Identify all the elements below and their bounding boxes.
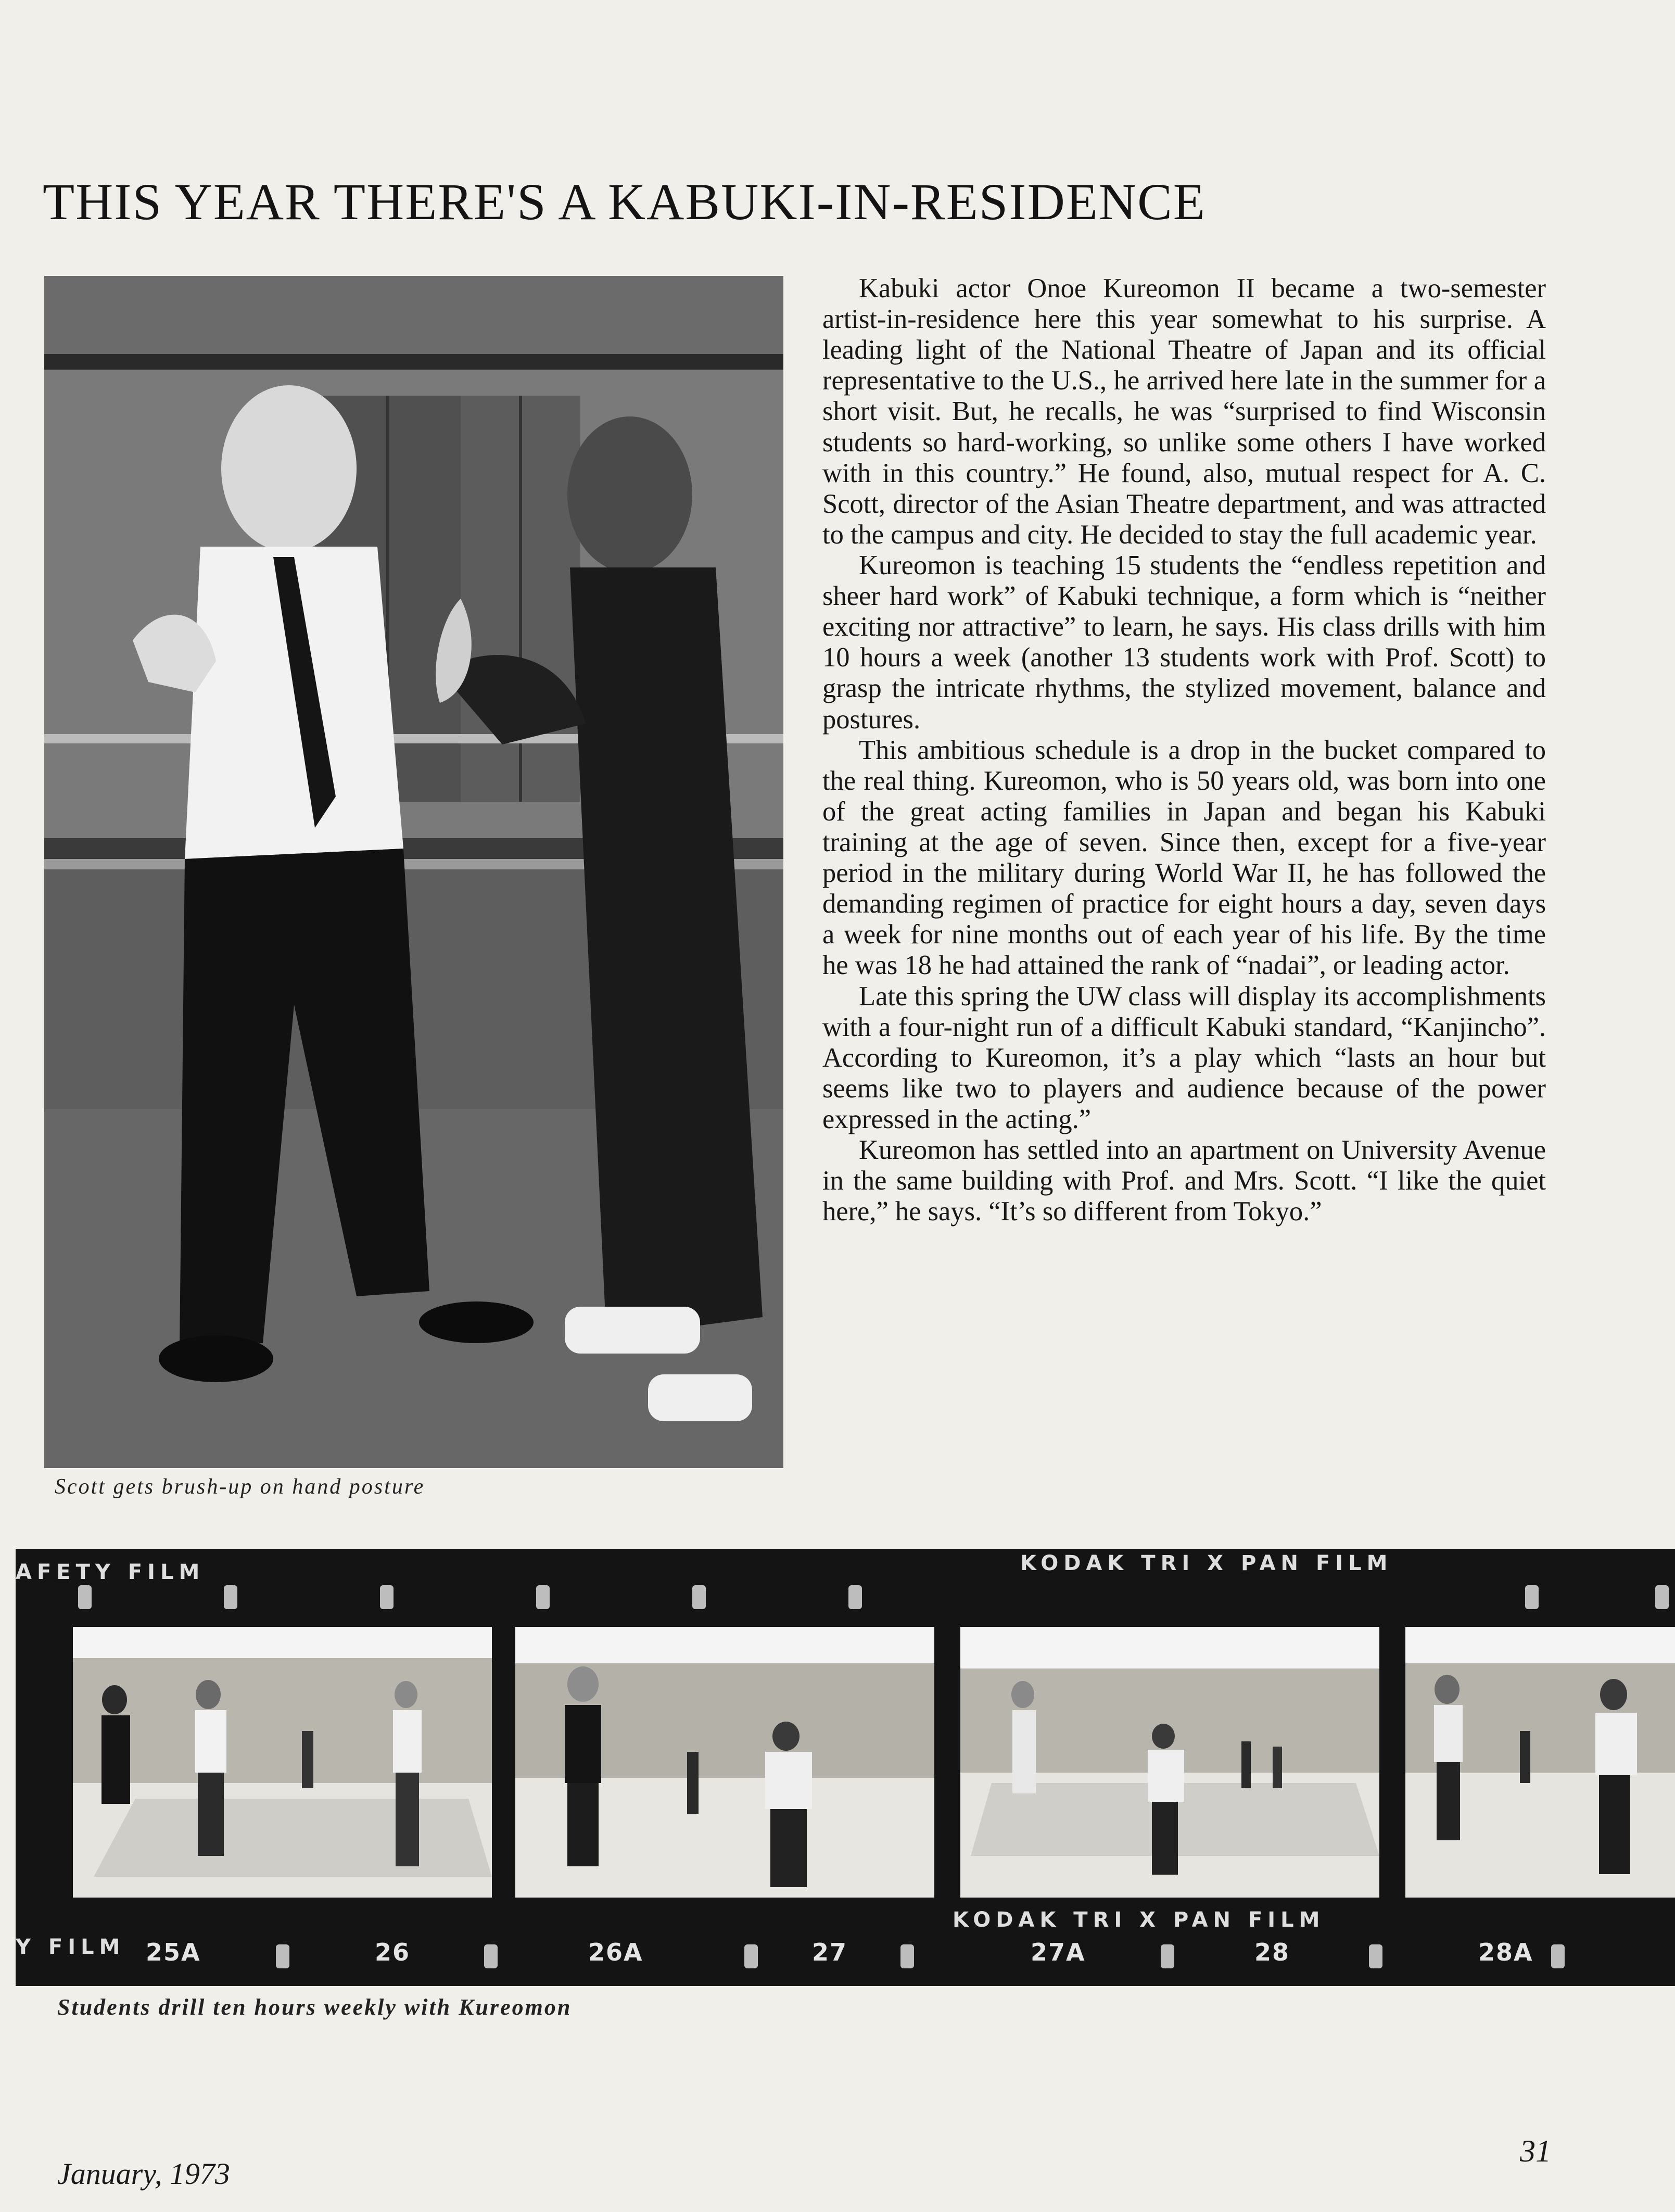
page-number: 31 [1520, 2134, 1551, 2168]
filmstrip [16, 1549, 1675, 1986]
film-frame-number: 27 [812, 1938, 848, 1966]
filmstrip-caption: Students drill ten hours weekly with Kureomon [57, 1994, 572, 2020]
article-paragraph: This ambitious schedule is a drop in the bucket compared to the real thing. Kureomon, who is 50 years old, was born into one of the great acting families in Japan and began his Kabuki training at the age of seven. Since then, except for a five-year period in the military during World War II, he has followed the demanding regimen of practice for eight hours a day, seven days a week for nine months out of each year of his life. By the time he was 18 he had attained the rank of “nadai”, or leading actor. [822, 735, 1546, 981]
article-headline: THIS YEAR THERE'S A KABUKI-IN-RESIDENCE [43, 173, 1206, 231]
film-frame-number: 28A [1478, 1938, 1533, 1966]
film-edge-text: KODAK TRI X PAN FILM [1020, 1551, 1393, 1575]
film-frame [73, 1627, 492, 1898]
film-frame [960, 1627, 1379, 1898]
main-photo [44, 276, 783, 1468]
film-frame-image [515, 1627, 934, 1898]
article-body [822, 273, 1546, 1227]
article-paragraph: Kureomon has settled into an apartment on University Avenue in the same building with Prof. and Mrs. Scott. “I like the quiet here,” he says. “It’s so different from Tokyo.” [822, 1135, 1546, 1227]
film-frame-image [960, 1627, 1379, 1898]
film-edge-text: AFETY FILM [16, 1560, 205, 1584]
film-frame-number: 28 [1254, 1938, 1290, 1966]
film-frame-image [1405, 1627, 1675, 1898]
article-paragraph: Kureomon is teaching 15 students the “endless repetition and sheer hard work” of Kabuki technique, a form which is “neither exciting nor attractive” to learn, he says. His class drills with him 10 hours a week (another 13 students work with Prof. Scott) to grasp the intricate rhythms, the stylized movement, balance and postures. [822, 550, 1546, 735]
photo-caption: Scott gets brush-up on hand posture [55, 1475, 425, 1499]
film-frame [515, 1627, 934, 1898]
film-frame-number: 26 [375, 1938, 411, 1966]
film-frame-number: 27A [1031, 1938, 1086, 1966]
article-paragraph: Late this spring the UW class will display its accomplishments with a four-night run of a difficult Kabuki standard, “Kanjincho”. According to Kureomon, it’s a play which “lasts an hour but seems like two to players and audience because of the power expressed in the acting.” [822, 981, 1546, 1134]
footer-date: January, 1973 [57, 2157, 230, 2191]
film-frame-number: 26A [588, 1938, 643, 1966]
photo-illustration [44, 276, 783, 1468]
film-frame [1405, 1627, 1675, 1898]
film-frame-image [73, 1627, 492, 1898]
article-paragraph: Kabuki actor Onoe Kureomon II became a two-semester artist-in-residence here this year somewhat to his surprise. A leading light of the National Theatre of Japan and its official representative to the U.S., he arrived here late in the summer for a short visit. But, he recalls, he was “surprised to find Wisconsin students so hard-working, so unlike some others I have worked with in this country.” He found, also, mutual respect for A. C. Scott, director of the Asian Theatre department, and was attracted to the campus and city. He decided to stay the full academic year. [822, 273, 1546, 550]
film-frame-number: 25A [146, 1938, 201, 1966]
film-edge-text: KODAK TRI X PAN FILM [953, 1908, 1325, 1932]
film-edge-text: Y FILM [16, 1935, 125, 1959]
